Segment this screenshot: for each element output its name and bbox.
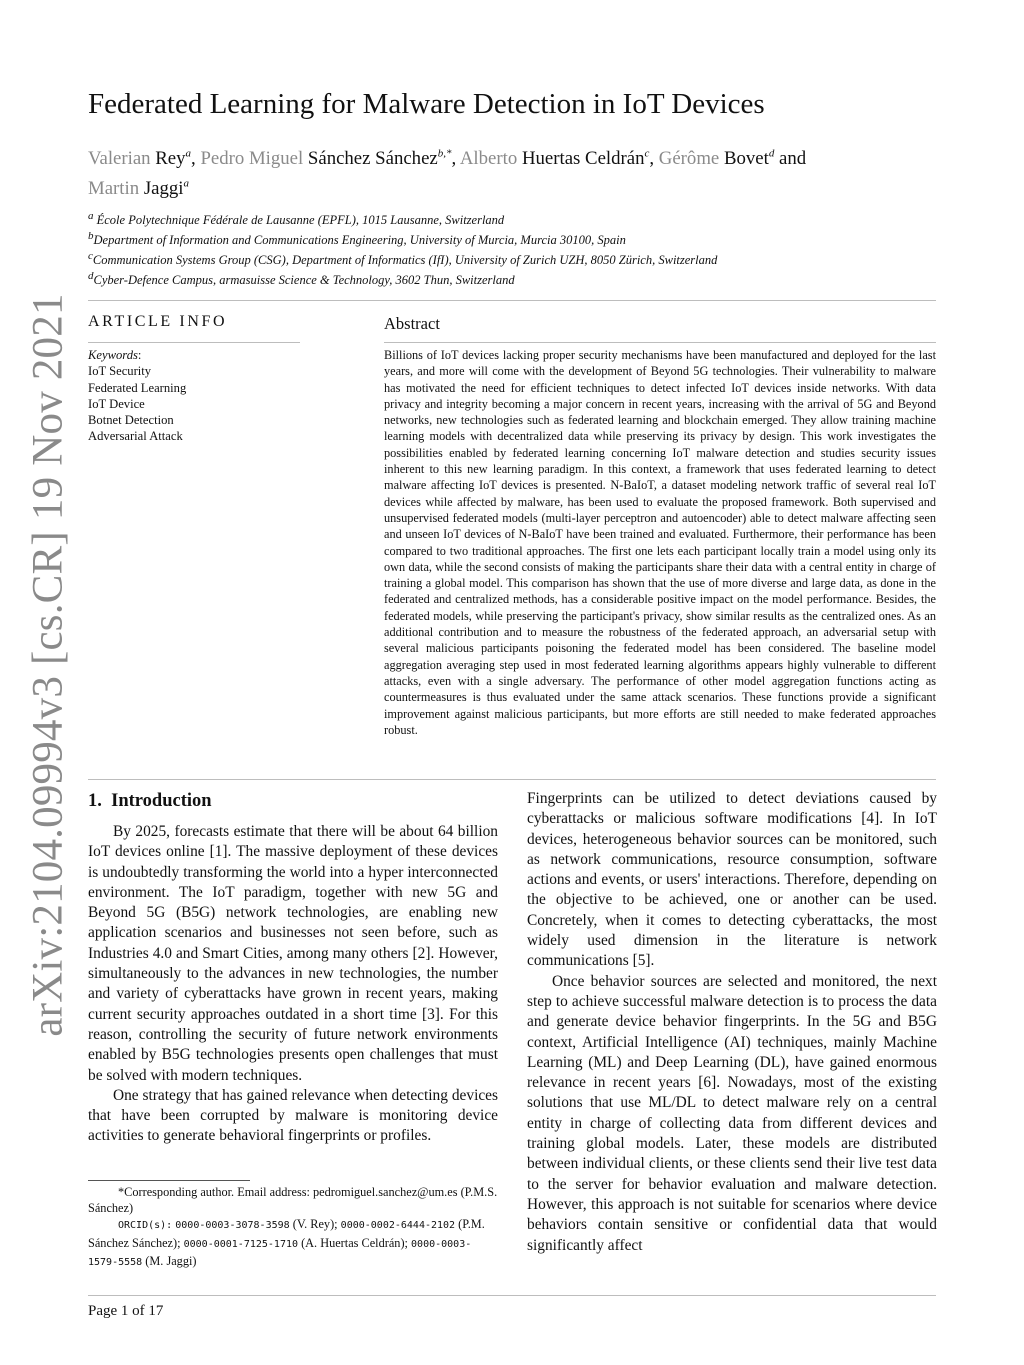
footnote xyxy=(88,1184,498,1271)
author-4: Gérôme Bovet$^d$ and xyxy=(658,148,807,170)
affiliation-b: $^b$Department of Information and Communications Engineering, University of Murcia, Murcia 30100, Spain xyxy=(88,230,626,248)
keyword: IoT Security xyxy=(88,364,152,379)
paragraph: Once behavior sources are selected and monitored, the next step to achieve successful malware detection is to process the data and generate device behavior fingerprints. In the 5G and B5G context, Artificial Intelligence (AI) techniques, mainly Machine Learning (ML) and Deep Learning (DL), have gained enormous relevance in recent years [6]. Nowadays, most of the existing solutions that use ML/DL to detect malware rely on a central entity in charge of collecting data from different devices and training global models. Later, these models are distributed between individual clients, or these clients send their live test data to the server for behavior evaluation and malware detection. However, this approach is not suitable for scenarios where device behaviors contain sensitive or confidential data that would significantly affect xyxy=(527,972,937,1254)
abstract-heading: Abstract xyxy=(384,314,440,333)
author-1: Valerian Rey$^a$, xyxy=(88,148,201,170)
article-info-heading: ARTICLE INFO xyxy=(88,313,228,330)
abstract-body: Billions of IoT devices lacking proper security mechanisms have been manufactured and deployed for the last years, and more will come with the development of Beyond 5G technologies. Their vulnerability to malware has motivated the need for efficient techniques to detect infected IoT devices inside networks. With data privacy and integrity becoming a major concern in recent years, increasing with the arrival of 5G and Beyond networks, new technologies such as federated learning and blockchain emerged. They allow training machine learning models with decentralized data while preserving its privacy by design. This work investigates the possibilities enabled by federated learning concerning IoT malware detection and studies security issues inherent to this new learning paradigm. In this context, a framework that uses federated learning to detect malware affecting IoT devices is presented. N-BaIoT, a dataset modeling network traffic of several real IoT devices while affected by malware, has been used to evaluate the proposed framework. Both supervised and unsupervised federated models (multi-layer perceptron and autoencoder) able to detect malware affecting seen and unseen IoT devices of N-BaIoT have been trained and evaluated. Furthermore, their performance has been compared to two traditional approaches. The first one lets each participant locally train a model using only its own data, while the second consists of making the participants share their data with a central entity in charge of training a global model. This comparison has shown that the use of more diverse and large data, as done in the federated and centralized methods, has a considerable positive impact on the model performance. Besides, the federated models, while preserving the participant's privacy, show similar results as the centralized ones. As an additional contribution and to measure the robustness of the federated approach, an adversarial setup with several malicious participants poisoning the federated model has been considered. The baseline model aggregation averaging step used in most federated learning algorithms appears highly vulnerable to different attacks, even with a single adversary. The performance of other model aggregation functions acting as countermeasures is thus evaluated under the same attack scenarios. These functions provide a significant improvement against malicious participants, but more efforts are still needed to make federated approaches robust. xyxy=(384,348,936,737)
body-divider xyxy=(88,779,936,780)
page-number: Page 1 of 17 xyxy=(88,1303,164,1319)
keyword: Adversarial Attack xyxy=(88,429,183,444)
paragraph: One strategy that has gained relevance when detecting devices that have been corrupted by malware is monitoring device activities to generate behavioral fingerprints or profiles. xyxy=(88,1086,498,1145)
footer-divider xyxy=(88,1295,936,1296)
keywords-block: Keywords: IoT Security Federated Learning IoT Device Botnet Detection Adversarial Attack xyxy=(88,348,187,444)
intro-column-2 xyxy=(527,789,937,1256)
section-heading: 1. Introduction xyxy=(88,791,212,811)
abstract-rule xyxy=(384,342,936,343)
keyword: Federated Learning xyxy=(88,380,187,395)
footnote-rule xyxy=(88,1180,250,1181)
author-3: Alberto Huertas Celdrán$^c$, xyxy=(459,148,659,170)
arxiv-side-identifier: arXiv:2104.09994v3 [cs.CR] 19 Nov 2021 xyxy=(24,293,72,1037)
affiliation-c: $^c$Communication Systems Group (CSG), Department of Informatics (IfI), University of Zurich UZH, 8050 Zürich, Switzerland xyxy=(88,250,718,268)
paragraph: By 2025, forecasts estimate that there will be about 64 billion IoT devices online [1]. The massive deployment of these devices is undoubtedly transforming the world into a hyper interconnected environment. The IoT paradigm, together with new 5G and Beyond 5G (B5G) network technologies, are enabling new application scenarios and businesses not seen before, such as Industries 4.0 and Smart Cities, among many others [2]. However, simultaneously to the advances in new technologies, the number and variety of cyberattacks have grown in recent years, making current security approaches outdated in a short time [3]. For this reason, controlling the security of future network environments enabled by B5G technologies presents open challenges that must be solved with modern techniques. xyxy=(88,823,498,1084)
header-divider xyxy=(88,300,936,301)
author-2: Pedro Miguel Sánchez Sánchez$^{b,*}$, xyxy=(200,148,460,170)
keyword: IoT Device xyxy=(88,396,145,411)
affiliation-d: $^d$Cyber-Defence Campus, armasuisse Science & Technology, 3602 Thun, Switzerland xyxy=(88,270,515,288)
orcid-note: ORCID(s): 0000-0003-3078-3598 (V. Rey); 0000-0002-6444-2102 (P.M. Sánchez Sánchez); 0000-0001-7125-1710 (A. Huertas Celdrán); 0000-0003-1579-5558 (M. Jaggi) xyxy=(88,1217,485,1268)
article-info-rule xyxy=(88,342,300,343)
corresponding-author-note: *Corresponding author. Email address: pedromiguel.sanchez@um.es (P.M.S. Sánchez) xyxy=(88,1185,498,1216)
affiliation-a: $^a$ École Polytechnique Fédérale de Lausanne (EPFL), 1015 Lausanne, Switzerland xyxy=(88,210,505,228)
author-list xyxy=(88,142,938,201)
paragraph: Fingerprints can be utilized to detect deviations caused by cyberattacks or malicious software modifications [4]. In IoT devices, heterogeneous behavior sources can be monitored, such as network communications, resource consumption, software actions and events, or users' interactions. Therefore, depending on the objective to be achieved, one or another can be used. Concretely, when it comes to detecting cyberattacks, the most widely used dimension in the literature is network communications [5]. xyxy=(527,790,937,970)
keyword: Botnet Detection xyxy=(88,413,174,428)
author-5: Martin Jaggi$^a$ xyxy=(88,177,189,199)
intro-column-1 xyxy=(88,822,498,1147)
keywords-label: Keywords xyxy=(88,348,138,362)
paper-title: Federated Learning for Malware Detection in IoT Devices xyxy=(88,88,765,120)
